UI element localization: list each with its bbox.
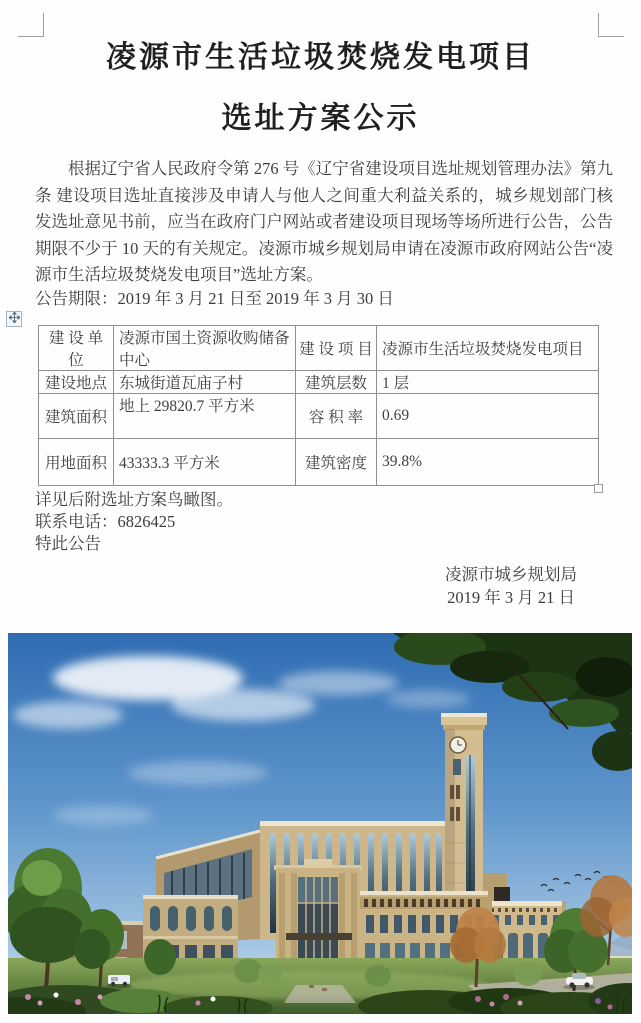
table-row	[39, 439, 599, 486]
cell-label: 容 积 率	[296, 394, 377, 439]
attachment-note: 详见后附选址方案鸟瞰图。	[35, 490, 233, 509]
project-info-table	[38, 325, 599, 486]
cell-value: 43333.3 平方米	[114, 439, 296, 486]
cell-value: 39.8%	[377, 439, 599, 486]
cell-value: 凌源市国土资源收购储备中心	[114, 326, 296, 371]
cell-value: 地上 29820.7 平方米	[114, 394, 296, 439]
cell-value: 1 层	[377, 371, 599, 394]
contact-phone: 联系电话：6826425	[35, 512, 176, 531]
body-paragraph: 根据辽宁省人民政府令第 276 号《辽宁省建设项目选址规划管理办法》第九条 建设项目选址直接涉及申请人与他人之间重大利益关系的，城乡规划部门核发选址意见书前，应当在政府门户网站或者建设项目现场等场所进行公告，公告期限不少于 10 天的有关规定。凌源市城乡规划局申请在凌源市政府网站公告“凌源市生活垃圾焚烧发电项目”选址方案。	[35, 159, 613, 284]
white-van	[106, 975, 132, 989]
issuer-name: 凌源市城乡规划局	[445, 565, 577, 584]
issue-date: 2019 年 3 月 21 日	[447, 588, 575, 607]
cell-label: 建筑密度	[296, 439, 377, 486]
move-handle-icon	[9, 310, 20, 328]
site-plan-aerial-rendering	[8, 633, 632, 1014]
table-row	[39, 371, 599, 394]
signature-block	[401, 563, 621, 609]
cell-value: 0.69	[377, 394, 599, 439]
cell-label: 建 设 项 目	[296, 326, 377, 371]
cell-label: 建设地点	[39, 371, 114, 394]
page-title-line2: 选址方案公示	[221, 102, 420, 135]
page-title-line1: 凌源市生活垃圾焚烧发电项目	[106, 41, 535, 74]
cell-label: 用地面积	[39, 439, 114, 486]
closing-line: 特此公告	[35, 534, 101, 553]
cell-value: 凌源市生活垃圾焚烧发电项目	[377, 326, 599, 371]
entrance-canopy	[286, 933, 352, 940]
notice-period: 公告期限：2019 年 3 月 21 日至 2019 年 3 月 30 日	[35, 289, 394, 308]
cell-label: 建 设 单 位	[39, 326, 114, 371]
table-resize-handle[interactable]	[594, 484, 603, 493]
table-row	[39, 394, 599, 439]
cell-label: 建筑层数	[296, 371, 377, 394]
table-row	[39, 326, 599, 371]
table-move-handle[interactable]	[6, 311, 22, 327]
aerial-view-rendering	[8, 633, 632, 1014]
cell-label: 建筑面积	[39, 394, 114, 439]
cell-value: 东城街道瓦庙子村	[114, 371, 296, 394]
